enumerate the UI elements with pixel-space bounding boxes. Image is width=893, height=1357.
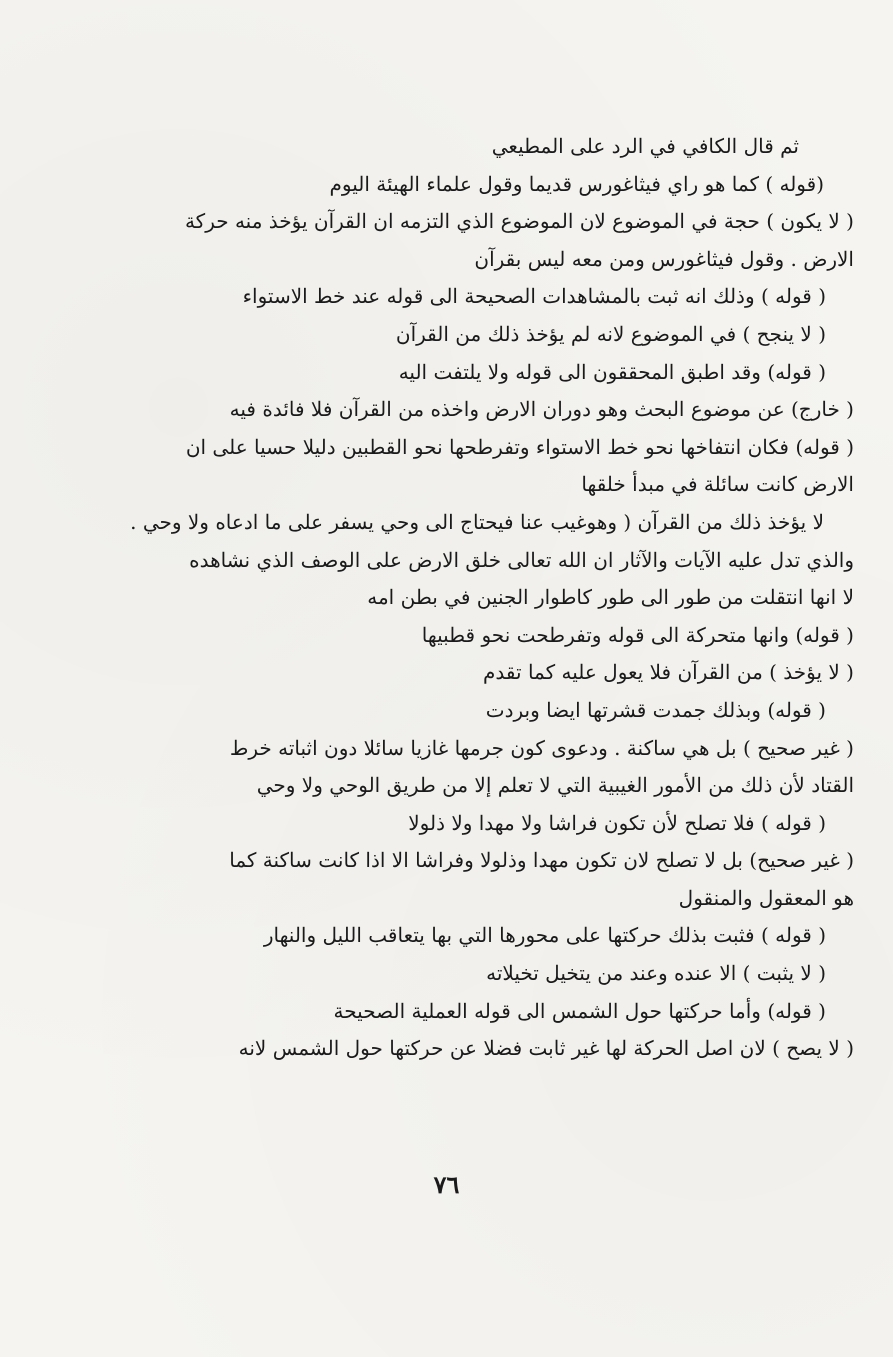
text-line: ( قوله) فكان انتفاخها نحو خط الاستواء وتفرطحها نحو القطبين دليلا حسيا على ان [185, 434, 854, 459]
body-text [46, 128, 854, 1068]
text-line: ( قوله ) فثبت بذلك حركتها على محورها التي بها يتعاقب الليل والنهار [263, 923, 826, 948]
text-line: ( لا ينجح ) في الموضوع لانه لم يؤخذ ذلك من القرآن [395, 321, 826, 346]
text-line: ( قوله) وأما حركتها حول الشمس الى قوله العملية الصحيحة [333, 998, 826, 1023]
text-line: القتاد لأن ذلك من الأمور الغيبية التي لا تعلم إلا من طريق الوحي ولا وحي [256, 773, 854, 798]
text-line: الارض كانت سائلة في مبدأ خلقها [581, 472, 854, 497]
text-line: لا انها انتقلت من طور الى طور كاطوار الجنين في بطن امه [367, 585, 854, 610]
text-line: الارض . وقول فيثاغورس ومن معه ليس بقرآن [474, 246, 854, 271]
text-line: ( قوله) وقد اطبق المحققون الى قوله ولا يلتفت اليه [398, 359, 826, 384]
text-line: ( خارج) عن موضوع البحث وهو دوران الارض واخذه من القرآن فلا فائدة فيه [229, 397, 854, 422]
text-line: ( قوله ) فلا تصلح لأن تكون فراشا ولا مهدا ولا ذلولا [408, 810, 826, 835]
text-line: هو المعقول والمنقول [678, 885, 854, 910]
text-line: ثم قال الكافي في الرد على المطيعي [491, 134, 799, 158]
text-line: ( غير صحيح) بل لا تصلح لان تكون مهدا وذلولا وفراشا الا اذا كانت ساكنة كما [229, 848, 854, 873]
text-line: ( قوله ) وذلك انه ثبت بالمشاهدات الصحيحة الى قوله عند خط الاستواء [242, 284, 826, 309]
text-line: ( غير صحيح ) بل هي ساكنة . ودعوى كون جرمها غازيا سائلا دون اثباته خرط [229, 735, 854, 760]
text-line: (قوله ) كما هو راي فيثاغورس قديما وقول علماء الهيئة اليوم [329, 171, 824, 196]
text-line: ( لا يصح ) لان اصل الحركة لها غير ثابت فضلا عن حركتها حول الشمس لانه [238, 1036, 854, 1061]
text-line: لا يؤخذ ذلك من القرآن ( وهوغيب عنا فيحتاج الى وحي يسفر على ما ادعاه ولا وحي . [130, 509, 824, 534]
text-line: ( قوله) وانها متحركة الى قوله وتفرطحت نحو قطبيها [421, 622, 854, 647]
text-line: والذي تدل عليه الآيات والآثار ان الله تعالى خلق الارض على الوصف الذي نشاهده [189, 547, 854, 572]
text-line: ( لا يؤخذ ) من القرآن فلا يعول عليه كما تقدم [483, 660, 854, 685]
page-number: ٧٦ [433, 1170, 460, 1199]
text-line: ( قوله) وبذلك جمدت قشرتها ايضا وبردت [485, 697, 826, 722]
text-line: ( لا يكون ) حجة في الموضوع لان الموضوع الذي التزمه ان القرآن يؤخذ منه حركة [184, 209, 854, 234]
text-line: ( لا يثبت ) الا عنده وعند من يتخيل تخيلاته [486, 961, 826, 986]
